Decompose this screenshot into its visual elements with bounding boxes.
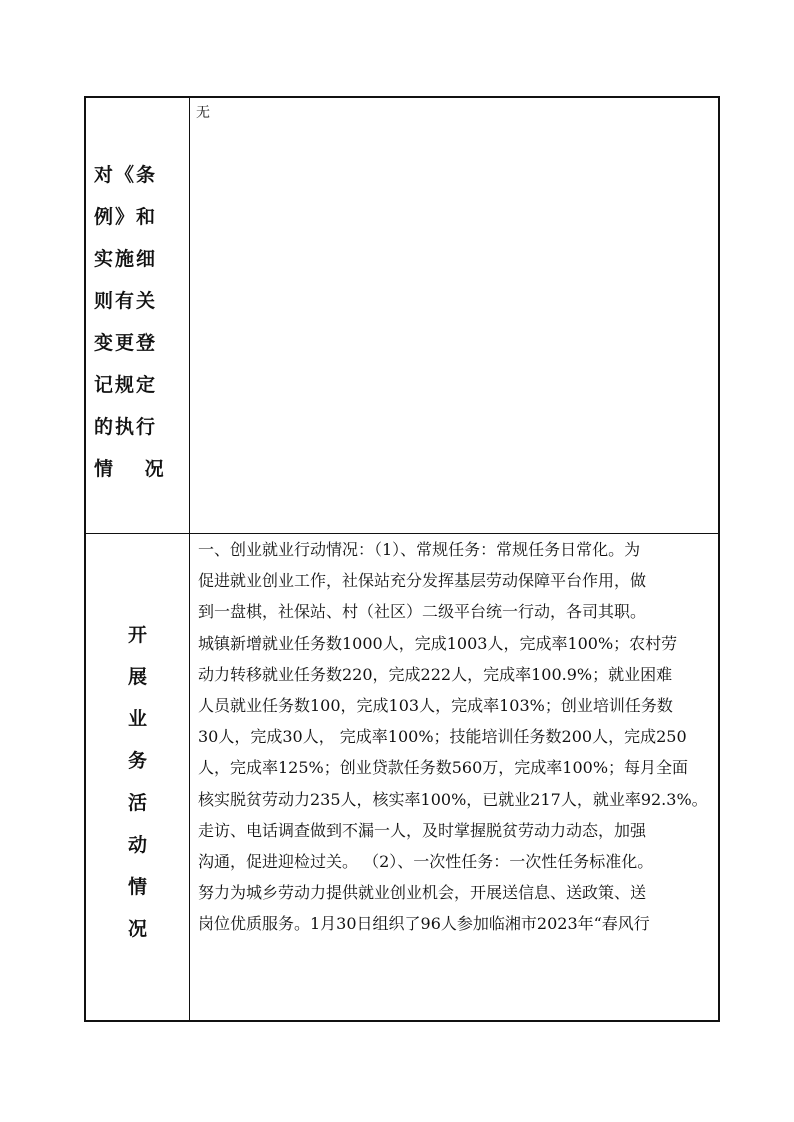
paragraph-line: 走访、电话调查做到不漏一人，及时掌握脱贫劳动力动态，加强: [198, 820, 647, 840]
label-line: 对《条: [94, 164, 158, 186]
row-content-business-activities: [198, 534, 714, 940]
label-line: 变更登: [94, 332, 158, 354]
column-divider: [189, 98, 190, 1020]
paragraph-line: 促进就业创业工作，社保站充分发挥基层劳动保障平台作用，做: [198, 571, 647, 591]
label-line: 展: [127, 666, 147, 688]
label-line: 例》和: [94, 206, 158, 228]
row-content-regulation-execution: 无: [196, 105, 210, 121]
row-label-business-activities: [86, 614, 189, 950]
paragraph-line: 城镇新增就业任务数1000人，完成1003人，完成率100%；农村劳: [198, 633, 678, 653]
paragraph-line: 一、创业就业行动情况：（1）、常规任务：常规任务日常化。为: [198, 540, 641, 559]
label-line: 则有关: [94, 290, 158, 312]
paragraph-line: 沟通，促进迎检过关。 （2）、一次性任务：一次性任务标准化。: [198, 852, 654, 872]
label-line: 况: [127, 918, 147, 940]
paragraph-line: 努力为城乡劳动力提供就业创业机会，开展送信息、送政策、送: [198, 883, 647, 903]
label-line: 务: [127, 750, 147, 772]
label-line: 开: [127, 624, 147, 646]
paragraph-line: 核实脱贫劳动力235人，核实率100%，已就业217人，就业率92.3%。: [198, 789, 708, 809]
paragraph-line: 人员就业任务数100，完成103人，完成率103%；创业培训任务数: [198, 696, 673, 716]
row-label-regulation-execution: [94, 154, 184, 490]
label-line: 动: [127, 834, 147, 856]
paragraph-line: 人，完成率125%；创业贷款任务数560万，完成率100%；每月全面: [198, 758, 689, 778]
label-line: 记规定: [94, 374, 158, 396]
record-table: [84, 96, 720, 1022]
paragraph-line: 动力转移就业任务数220，完成222人，完成率100.9%；就业困难: [198, 664, 673, 684]
paragraph-line: 到一盘棋，社保站、村（社区）二级平台统一行动，各司其职。: [198, 602, 647, 622]
label-line: 业: [127, 708, 147, 730]
paragraph-line: 岗位优质服务。1月30日组织了96人参加临湘市2023年“春风行: [198, 914, 650, 934]
label-line: 的执行: [94, 416, 158, 438]
label-line: 活: [127, 792, 147, 814]
label-line: 情: [127, 876, 147, 898]
paragraph-line: 30人，完成30人， 完成率100%；技能培训任务数200人，完成250: [198, 727, 687, 747]
label-line: 情 况: [94, 458, 166, 480]
label-line: 实施细: [94, 248, 158, 270]
